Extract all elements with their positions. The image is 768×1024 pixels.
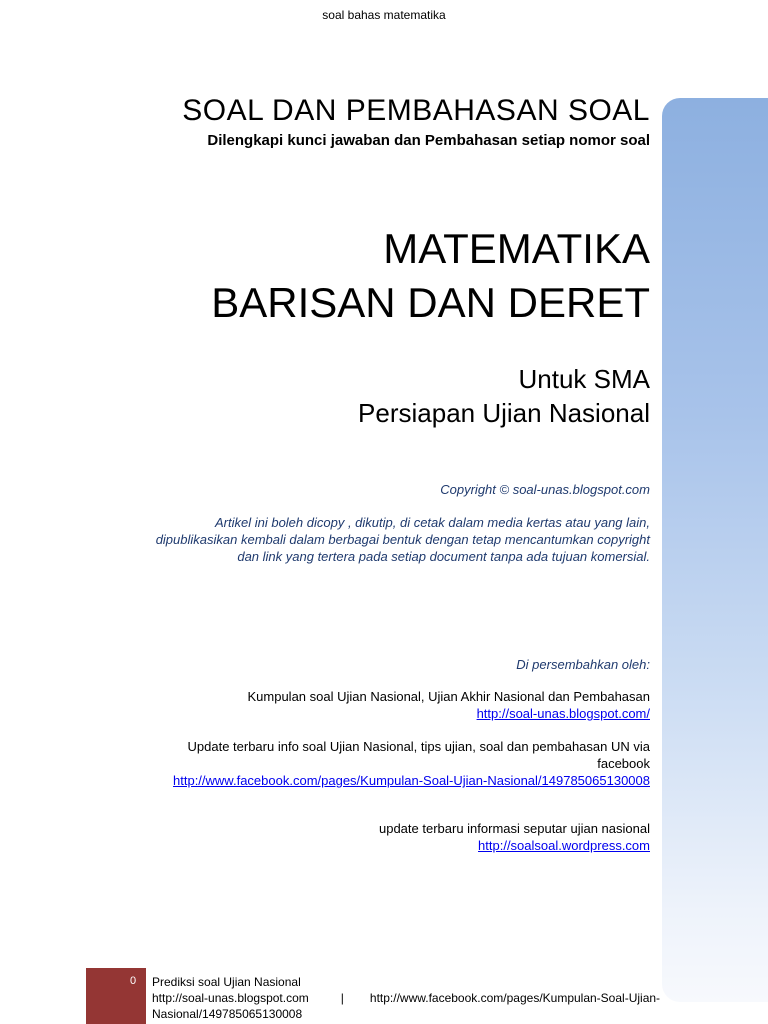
disclaimer-line-1: Artikel ini boleh dicopy , dikutip, di cetak dalam media kertas atau yang lain, <box>214 515 650 530</box>
presented-by-label: Di persembahkan oleh: <box>516 657 650 672</box>
info-block-blog <box>90 688 650 722</box>
footer-line-3: Nasional/149785065130008 <box>152 1007 303 1021</box>
subject-heading <box>211 222 650 330</box>
subject-line-2: BARISAN DAN DERET <box>211 279 650 326</box>
disclaimer <box>90 514 650 565</box>
wordpress-link[interactable]: http://soalsoal.wordpress.com <box>478 838 650 853</box>
cover-title: SOAL DAN PEMBAHASAN SOAL <box>182 94 650 127</box>
disclaimer-line-3: dan link yang tertera pada setiap document tanpa ada tujuan komersial. <box>237 549 650 564</box>
info-block-facebook-text-2: facebook <box>597 756 650 771</box>
info-block-wordpress-text: update terbaru informasi seputar ujian nasional <box>378 821 650 836</box>
subject-line-1: MATEMATIKA <box>383 225 650 272</box>
info-block-facebook-text-1: Update terbaru info soal Ujian Nasional, tips ujian, soal dan pembahasan UN via <box>187 739 650 754</box>
facebook-link[interactable]: http://www.facebook.com/pages/Kumpulan-Soal-Ujian-Nasional/149785065130008 <box>173 773 650 788</box>
info-block-facebook <box>90 738 650 789</box>
footer-line-2 <box>152 990 672 1006</box>
audience-line-1: Untuk SMA <box>518 364 650 394</box>
disclaimer-line-2: dipublikasikan kembali dalam berbagai bentuk dengan tetap mencantumkan copyright <box>155 532 650 547</box>
footer-page-number: 0 <box>130 975 137 987</box>
cover-subtitle: Dilengkapi kunci jawaban dan Pembahasan setiap nomor soal <box>207 132 650 149</box>
footer-facebook-url: http://www.facebook.com/pages/Kumpulan-Soal-Ujian- <box>369 991 661 1005</box>
page-header: soal bahas matematika <box>322 8 446 22</box>
footer-text <box>152 974 672 1022</box>
blog-link[interactable]: http://soal-unas.blogspot.com/ <box>476 706 650 721</box>
copyright-notice: Copyright © soal-unas.blogspot.com <box>440 482 650 497</box>
footer-blog-url: http://soal-unas.blogspot.com <box>152 991 309 1005</box>
audience-line-2: Persiapan Ujian Nasional <box>358 398 650 428</box>
footer-separator: | <box>340 991 344 1005</box>
audience-heading <box>358 362 650 430</box>
decorative-side-bar <box>662 98 768 1002</box>
footer-line-1: Prediksi soal Ujian Nasional <box>152 975 301 989</box>
info-block-blog-text: Kumpulan soal Ujian Nasional, Ujian Akhir Nasional dan Pembahasan <box>247 689 650 704</box>
footer-page-box <box>86 968 146 1024</box>
info-block-wordpress <box>90 820 650 854</box>
